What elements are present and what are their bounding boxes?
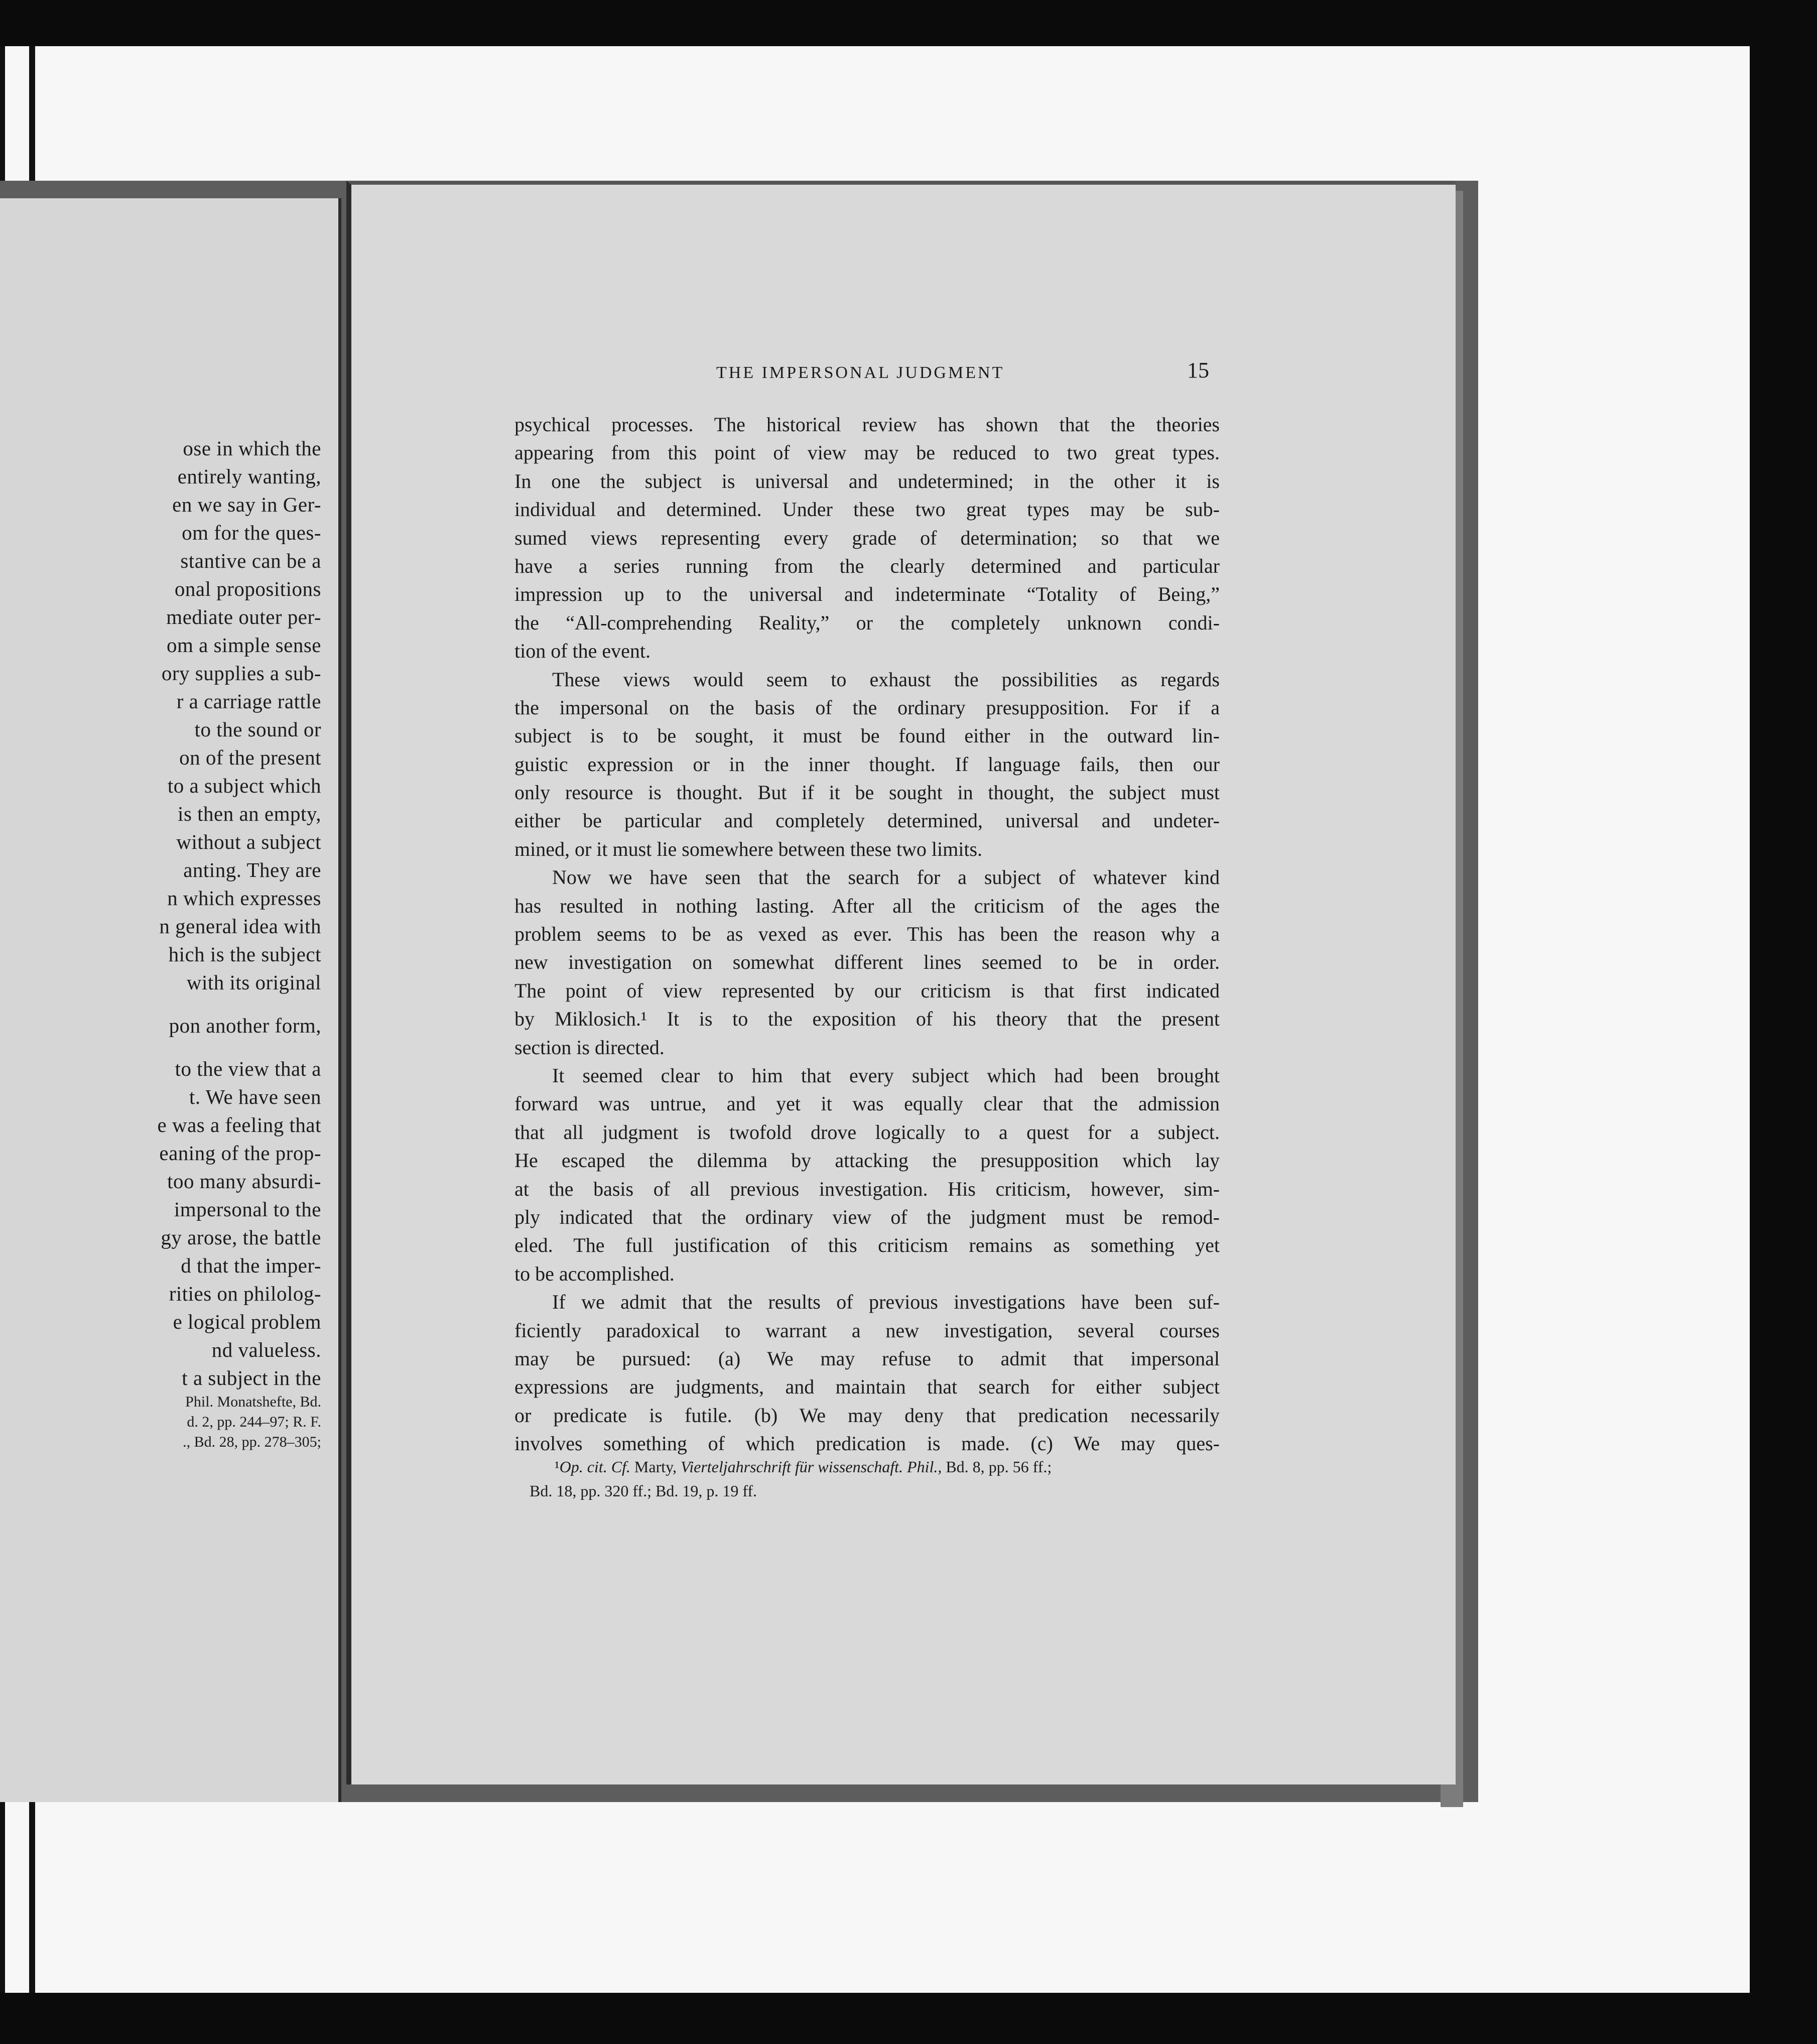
footnote — [530, 1455, 1232, 1503]
text-line: mined, or it must lie somewhere between these two limits. — [514, 837, 983, 860]
left-page-text — [0, 434, 321, 1452]
left-page-footnote-line: d. 2, pp. 244–97; R. F. — [187, 1414, 321, 1430]
footnote-line: Bd. 18, pp. 320 ff.; Bd. 19, p. 19 ff. — [530, 1482, 757, 1500]
text-line: It seemed clear to him that every subject which had been brought — [552, 1064, 1220, 1087]
paragraph — [514, 1062, 1220, 1288]
left-page-line: mediate outer per- — [166, 605, 321, 628]
left-page-footnote-line: ., Bd. 28, pp. 278–305; — [183, 1434, 321, 1450]
running-head: THE IMPERSONAL JUDGMENT — [716, 363, 1005, 382]
left-page-line: ory supplies a sub- — [161, 662, 321, 685]
left-page-line: to the view that a — [175, 1057, 321, 1080]
text-line: guistic expression or in the inner thought. If language fails, then our — [514, 752, 1220, 776]
left-page-line: anting. They are — [183, 858, 321, 881]
text-line: subject is to be sought, it must be found either in the outward lin- — [514, 724, 1220, 747]
left-page-line: pon another form, — [169, 1014, 321, 1037]
text-line: involves something of which predication is made. (c) We may ques- — [514, 1432, 1220, 1455]
text-line: expressions are judgments, and maintain that search for either subject — [514, 1375, 1220, 1398]
text-line: He escaped the dilemma by attacking the presupposition which lay — [514, 1149, 1220, 1172]
text-line: If we admit that the results of previous investigations have been suf- — [552, 1291, 1220, 1314]
paragraph — [514, 1288, 1220, 1458]
left-page-line: gy arose, the battle — [161, 1226, 321, 1249]
body-text — [514, 411, 1220, 1458]
paragraph — [514, 411, 1220, 666]
text-line: ply indicated that the ordinary view of the judgment must be remod- — [514, 1205, 1220, 1228]
left-page-line: to a subject which — [167, 774, 321, 797]
left-page-line: too many absurdi- — [167, 1170, 321, 1193]
footnote-line: ¹Op. cit. Cf. Marty, Vierteljahrschrift für wissenschaft. Phil., Bd. 8, pp. 56 ff.; — [555, 1458, 1052, 1476]
text-line: either be particular and completely determined, universal and undeter- — [514, 809, 1220, 832]
left-page-line: is then an empty, — [178, 802, 321, 825]
left-page-line: n general idea with — [159, 915, 321, 938]
scan-border-right — [1750, 0, 1817, 2044]
text-line: at the basis of all previous investigation. His criticism, however, sim- — [514, 1177, 1220, 1200]
text-line: Now we have seen that the search for a subject of whatever kind — [552, 866, 1220, 889]
left-page-line: to the sound or — [194, 718, 321, 741]
text-line: problem seems to be as vexed as ever. This has been the reason why a — [514, 923, 1220, 946]
left-page-line: e logical problem — [173, 1310, 321, 1333]
left-page-line: r a carriage rattle — [176, 690, 321, 713]
text-line: to be accomplished. — [514, 1262, 675, 1285]
text-line: section is directed. — [514, 1036, 665, 1059]
text-line: The point of view represented by our criticism is that first indicated — [514, 979, 1220, 1002]
left-page-line: en we say in Ger- — [172, 493, 321, 516]
page-number: 15 — [1187, 358, 1209, 382]
text-line: sumed views representing every grade of determination; so that we — [514, 526, 1220, 549]
left-page-line: om for the ques- — [182, 521, 321, 544]
text-line: that all judgment is twofold drove logically to a quest for a subject. — [514, 1120, 1220, 1143]
left-page-line: impersonal to the — [174, 1198, 321, 1221]
left-page-line: t a subject in the — [182, 1366, 321, 1389]
left-page-line: d that the imper- — [181, 1254, 321, 1277]
text-line: has resulted in nothing lasting. After all the criticism of the ages the — [514, 894, 1220, 917]
left-page-line: entirely wanting, — [177, 465, 321, 488]
text-line: new investigation on somewhat different lines seemed to be in order. — [514, 951, 1220, 974]
text-line: In one the subject is universal and undetermined; in the other it is — [514, 469, 1220, 492]
text-line: forward was untrue, and yet it was equally clear that the admission — [514, 1092, 1220, 1115]
text-line: have a series running from the clearly determined and particular — [514, 554, 1220, 577]
left-page-line: nd valueless. — [211, 1338, 321, 1361]
text-line: only resource is thought. But if it be sought in thought, the subject must — [514, 781, 1220, 804]
scan-border-bottom — [0, 1993, 1750, 2044]
left-page-line: t. We have seen — [189, 1085, 321, 1108]
text-line: eled. The full justification of this criticism remains as something yet — [514, 1234, 1220, 1257]
left-page-line: on of the present — [179, 746, 321, 769]
left-page-line: hich is the subject — [168, 943, 321, 966]
text-line: the impersonal on the basis of the ordinary presupposition. For if a — [514, 696, 1220, 719]
text-line: may be pursued: (a) We may refuse to admit that impersonal — [514, 1347, 1220, 1370]
text-line: impression up to the universal and indeterminate “Totality of Being,” — [514, 583, 1220, 606]
left-page-line: ose in which the — [183, 437, 321, 460]
left-page-line: onal propositions — [174, 577, 321, 600]
left-page-line: stantive can be a — [180, 549, 321, 572]
left-page-line: n which expresses — [167, 886, 321, 910]
text-line: psychical processes. The historical review has shown that the theories — [514, 413, 1220, 436]
text-line: or predicate is futile. (b) We may deny that predication necessarily — [514, 1403, 1220, 1427]
text-line: by Miklosich.¹ It is to the exposition of his theory that the present — [514, 1007, 1220, 1031]
paragraph — [514, 863, 1220, 1062]
text-line: tion of the event. — [514, 640, 651, 663]
text-line: These views would seem to exhaust the possibilities as regards — [552, 668, 1220, 691]
left-page-line: with its original — [186, 971, 321, 994]
text-line: individual and determined. Under these two great types may be sub- — [514, 498, 1220, 521]
text-line: appearing from this point of view may be reduced to two great types. — [514, 441, 1220, 464]
left-page-line: rities on philolog- — [169, 1282, 321, 1305]
left-page-footnote-line: Phil. Monatshefte, Bd. — [185, 1393, 321, 1410]
left-page-line: without a subject — [176, 830, 321, 853]
left-page — [0, 198, 341, 1802]
left-page-line: e was a feeling that — [157, 1113, 321, 1136]
text-line: ficiently paradoxical to warrant a new investigation, several courses — [514, 1319, 1220, 1342]
text-line: the “All-comprehending Reality,” or the completely unknown condi- — [514, 611, 1220, 634]
scan-border-top — [0, 0, 1817, 46]
left-page-line: om a simple sense — [167, 633, 321, 657]
left-page-line: eaning of the prop- — [159, 1141, 321, 1165]
paragraph — [514, 666, 1220, 864]
